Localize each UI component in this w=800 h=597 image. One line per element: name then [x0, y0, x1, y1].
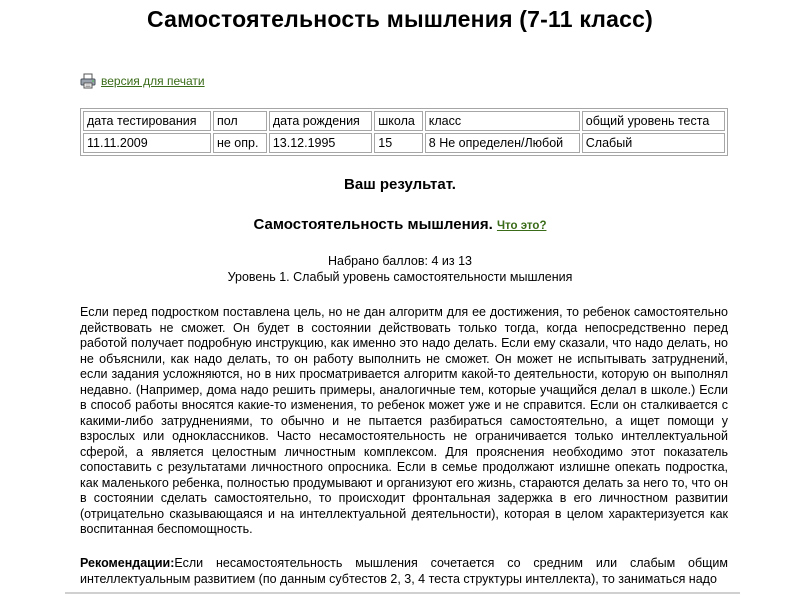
- table-header-cell: общий уровень теста: [582, 111, 725, 131]
- recommendations-label: Рекомендации:: [80, 556, 175, 570]
- table-header-cell: школа: [374, 111, 423, 131]
- table-header-cell: пол: [213, 111, 267, 131]
- level-text: Уровень 1. Слабый уровень самостоятельности мышления: [227, 270, 573, 284]
- test-info-table: [80, 108, 728, 156]
- table-cell: 13.12.1995: [269, 133, 372, 153]
- table-header-cell: дата рождения: [269, 111, 372, 131]
- what-is-this-link[interactable]: Что это?: [496, 220, 547, 232]
- printer-icon[interactable]: [80, 73, 96, 89]
- print-version-row[interactable]: [80, 72, 205, 90]
- table-cell: 11.11.2009: [83, 133, 211, 153]
- recommendations-paragraph: [80, 556, 728, 587]
- table-header-cell: класс: [425, 111, 580, 131]
- table-cell: Слабый: [582, 133, 725, 153]
- bottom-divider: [65, 592, 740, 594]
- result-description: Если перед подростком поставлена цель, но не дан алгоритм для ее достижения, то ребенок самостоятельно действовать не сможет. Он будет в состоянии действовать только тогда, когда непосредственно перед работой получает подробную инструкцию, как именно это надо делать. Если ему сказали, что надо делать, но не объяснили, как надо делать, то он работу выполнить не сможет. Он может не испытывать затруднений, если задания усложняются, но в них просматривается алгоритм какой-то деятельности, которую он выполнял недавно. (Например, дома надо решить примеры, аналогичные тем, которые учащийся делал в школе.) Если в способ работы вносятся какие-то изменения, то ребенок может уже и не справится. Если он сталкивается с какими-либо затруднениями, то обычно и не пытается разбираться самостоятельно, а ищет помощи у взрослых или одноклассников. Часто несамостоятельность не ограничивается только интеллектуальной сферой, а является целостным личностным комплексом. Для прояснения необходимо этот показатель сопоставить с результатами личностного опросника. Если в семье продолжают излишне опекать подростка, как маленького ребенка, полностью продумывают и организуют его жизнь, стараются делать за него то, что он в состоянии сделать самостоятельно, то происходит фронтальная задержка в его личностном развитии (отрицательно сказывающаяся и на интеллектуальной деятельности), которая в целом характеризуется как воспитанная беспомощность.: [80, 305, 728, 536]
- table-cell: 15: [374, 133, 423, 153]
- table-header-row: [83, 111, 725, 131]
- scale-heading: [0, 216, 800, 233]
- page-title: Самостоятельность мышления (7-11 класс): [147, 6, 653, 32]
- result-heading: Ваш результат.: [344, 176, 456, 193]
- recommendations-text: Если несамостоятельность мышления сочетается со средним или слабым общим интеллектуальным развитием (по данным субтестов 2, 3, 4 теста структуры интеллекта), то заниматься надо: [80, 556, 728, 586]
- table-row: [83, 133, 725, 153]
- score-text: Набрано баллов: 4 из 13: [328, 254, 472, 268]
- table-cell: 8 Не определен/Любой: [425, 133, 580, 153]
- table-cell: не опр.: [213, 133, 267, 153]
- table-header-cell: дата тестирования: [83, 111, 211, 131]
- scale-name: Самостоятельность мышления.: [253, 216, 493, 233]
- print-version-link[interactable]: версия для печати: [101, 74, 205, 88]
